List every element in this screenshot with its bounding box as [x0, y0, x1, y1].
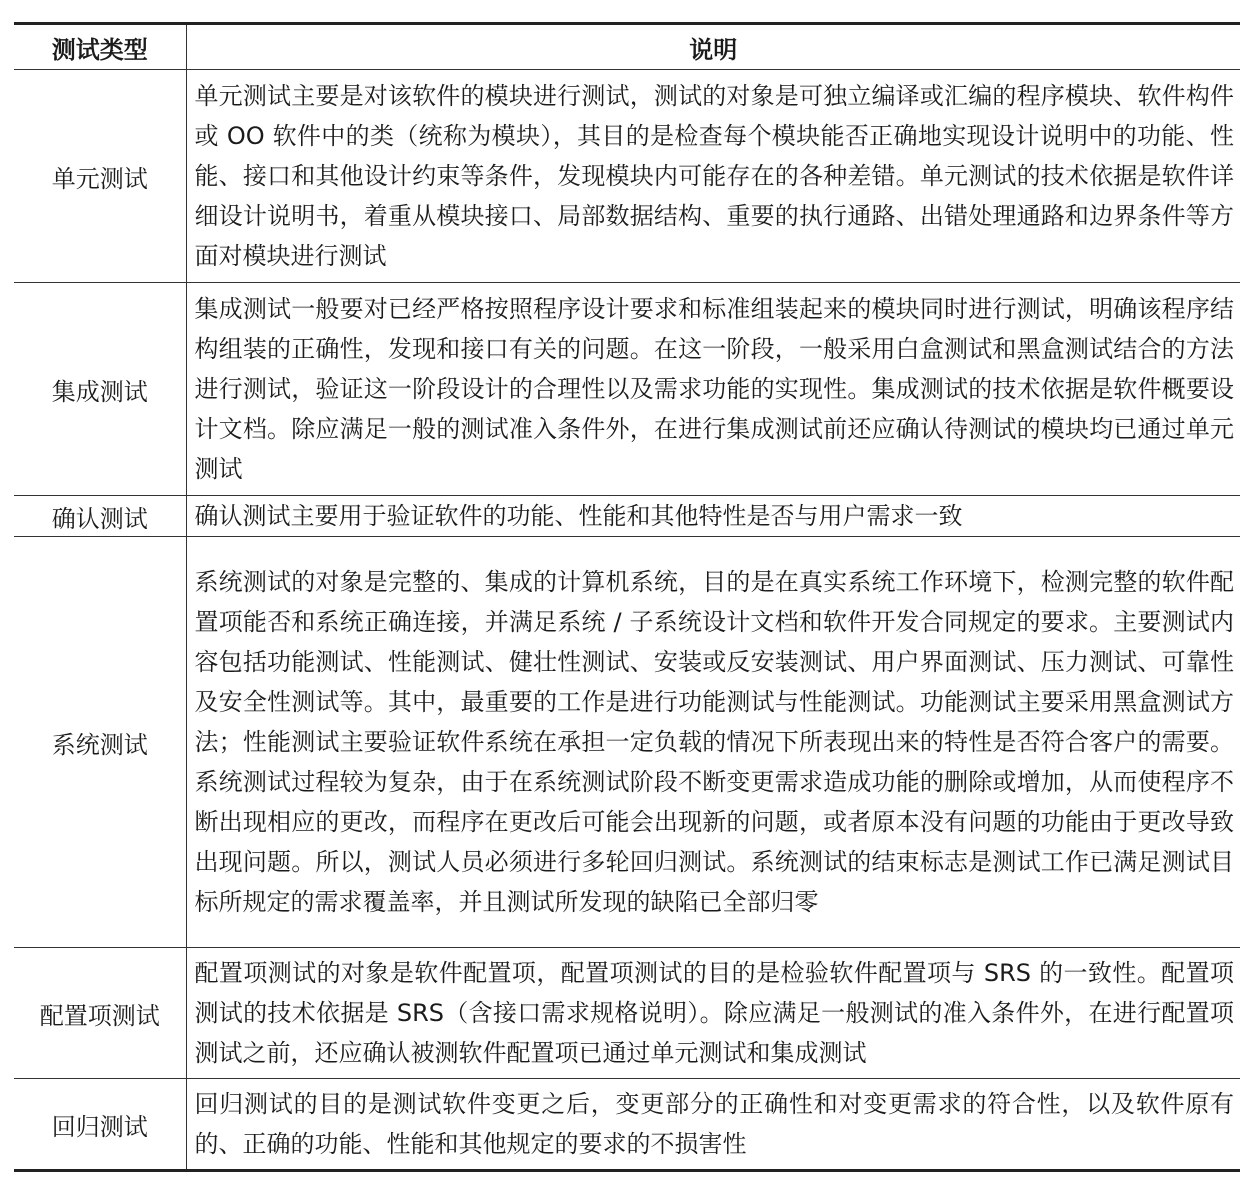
table-header-row — [14, 24, 1240, 70]
table-row — [14, 70, 1240, 283]
row-config-item-test-description: 配置项测试的对象是软件配置项，配置项测试的目的是检验软件配置项与 SRS 的一致性。配置项测试的技术依据是 SRS（含接口需求规格说明）。除应满足一般测试的准入条件外，在进行配置项测试之前，还应确认被测软件配置项已通过单元测试和集成测试 — [186, 948, 1240, 1079]
table-row — [14, 283, 1240, 496]
header-test-type: 测试类型 — [14, 24, 186, 70]
test-types-table — [14, 22, 1240, 1172]
table-row — [14, 496, 1240, 537]
row-system-test-type: 系统测试 — [14, 537, 186, 948]
row-regression-test-type: 回归测试 — [14, 1079, 186, 1171]
row-unit-test-type: 单元测试 — [14, 70, 186, 283]
header-description: 说明 — [186, 24, 1240, 70]
table-row — [14, 537, 1240, 948]
row-config-item-test-type: 配置项测试 — [14, 948, 186, 1079]
table-row — [14, 1079, 1240, 1171]
row-system-test-description: 系统测试的对象是完整的、集成的计算机系统，目的是在真实系统工作环境下，检测完整的软件配置项能否和系统正确连接，并满足系统 / 子系统设计文档和软件开发合同规定的要求。主要测试内容包括功能测试、性能测试、健壮性测试、安装或反安装测试、用户界面测试、压力测试、可靠性及安全性测试等。其中，最重要的工作是进行功能测试与性能测试。功能测试主要采用黑盒测试方法；性能测试主要验证软件系统在承担一定负载的情况下所表现出来的特性是否符合客户的需要。系统测试过程较为复杂，由于在系统测试阶段不断变更需求造成功能的删除或增加，从而使程序不断出现相应的更改，而程序在更改后可能会出现新的问题，或者原本没有问题的功能由于更改导致出现问题。所以，测试人员必须进行多轮回归测试。系统测试的结束标志是测试工作已满足测试目标所规定的需求覆盖率，并且测试所发现的缺陷已全部归零 — [186, 537, 1240, 948]
row-acceptance-test-type: 确认测试 — [14, 496, 186, 537]
row-acceptance-test-description: 确认测试主要用于验证软件的功能、性能和其他特性是否与用户需求一致 — [186, 496, 1240, 537]
row-integration-test-description: 集成测试一般要对已经严格按照程序设计要求和标准组装起来的模块同时进行测试，明确该程序结构组装的正确性，发现和接口有关的问题。在这一阶段，一般采用白盒测试和黑盒测试结合的方法进行测试，验证这一阶段设计的合理性以及需求功能的实现性。集成测试的技术依据是软件概要设计文档。除应满足一般的测试准入条件外，在进行集成测试前还应确认待测试的模块均已通过单元测试 — [186, 283, 1240, 496]
row-regression-test-description: 回归测试的目的是测试软件变更之后，变更部分的正确性和对变更需求的符合性，以及软件原有的、正确的功能、性能和其他规定的要求的不损害性 — [186, 1079, 1240, 1171]
row-unit-test-description: 单元测试主要是对该软件的模块进行测试，测试的对象是可独立编译或汇编的程序模块、软件构件或 OO 软件中的类（统称为模块），其目的是检查每个模块能否正确地实现设计说明中的功能、性能、接口和其他设计约束等条件，发现模块内可能存在的各种差错。单元测试的技术依据是软件详细设计说明书，着重从模块接口、局部数据结构、重要的执行通路、出错处理通路和边界条件等方面对模块进行测试 — [186, 70, 1240, 283]
row-integration-test-type: 集成测试 — [14, 283, 186, 496]
table-row — [14, 948, 1240, 1079]
